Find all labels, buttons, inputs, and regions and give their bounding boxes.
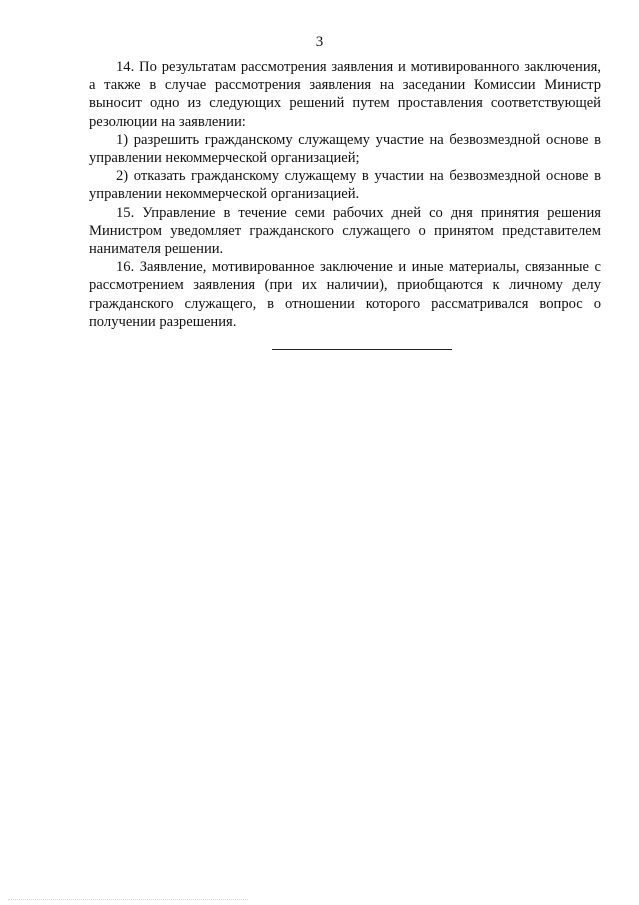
paragraph-14: 14. По результатам рассмотрения заявления и мотивированного заключения, а также в случае рассмотрения заявления на заседании Комиссии Министр выносит одно из следующих решений путем проставления соответствующей резолюции на заявлении: (89, 59, 601, 130)
scan-edge-artifact (8, 899, 248, 901)
paragraph-16: 16. Заявление, мотивированное заключение и иные материалы, связанные с рассмотрением заявления (при их наличии), приобщаются к личному делу гражданского служащего, в отношении которого рассматривался вопрос о получении разрешения. (89, 259, 601, 330)
page-number: 3 (315, 34, 324, 50)
paragraph-14-option-1: 1) разрешить гражданскому служащему участие на безвозмездной основе в управлении некоммерческой организацией; (89, 131, 601, 167)
document-body (89, 58, 601, 331)
end-of-text-separator-line (272, 349, 452, 350)
paragraph-15: 15. Управление в течение семи рабочих дней со дня принятия решения Министром уведомляет гражданского служащего о принятом представителем нанимателя решении. (89, 204, 601, 258)
paragraph-14-option-2: 2) отказать гражданскому служащему в участии на безвозмездной основе в управлении некоммерческой организацией. (89, 168, 601, 203)
